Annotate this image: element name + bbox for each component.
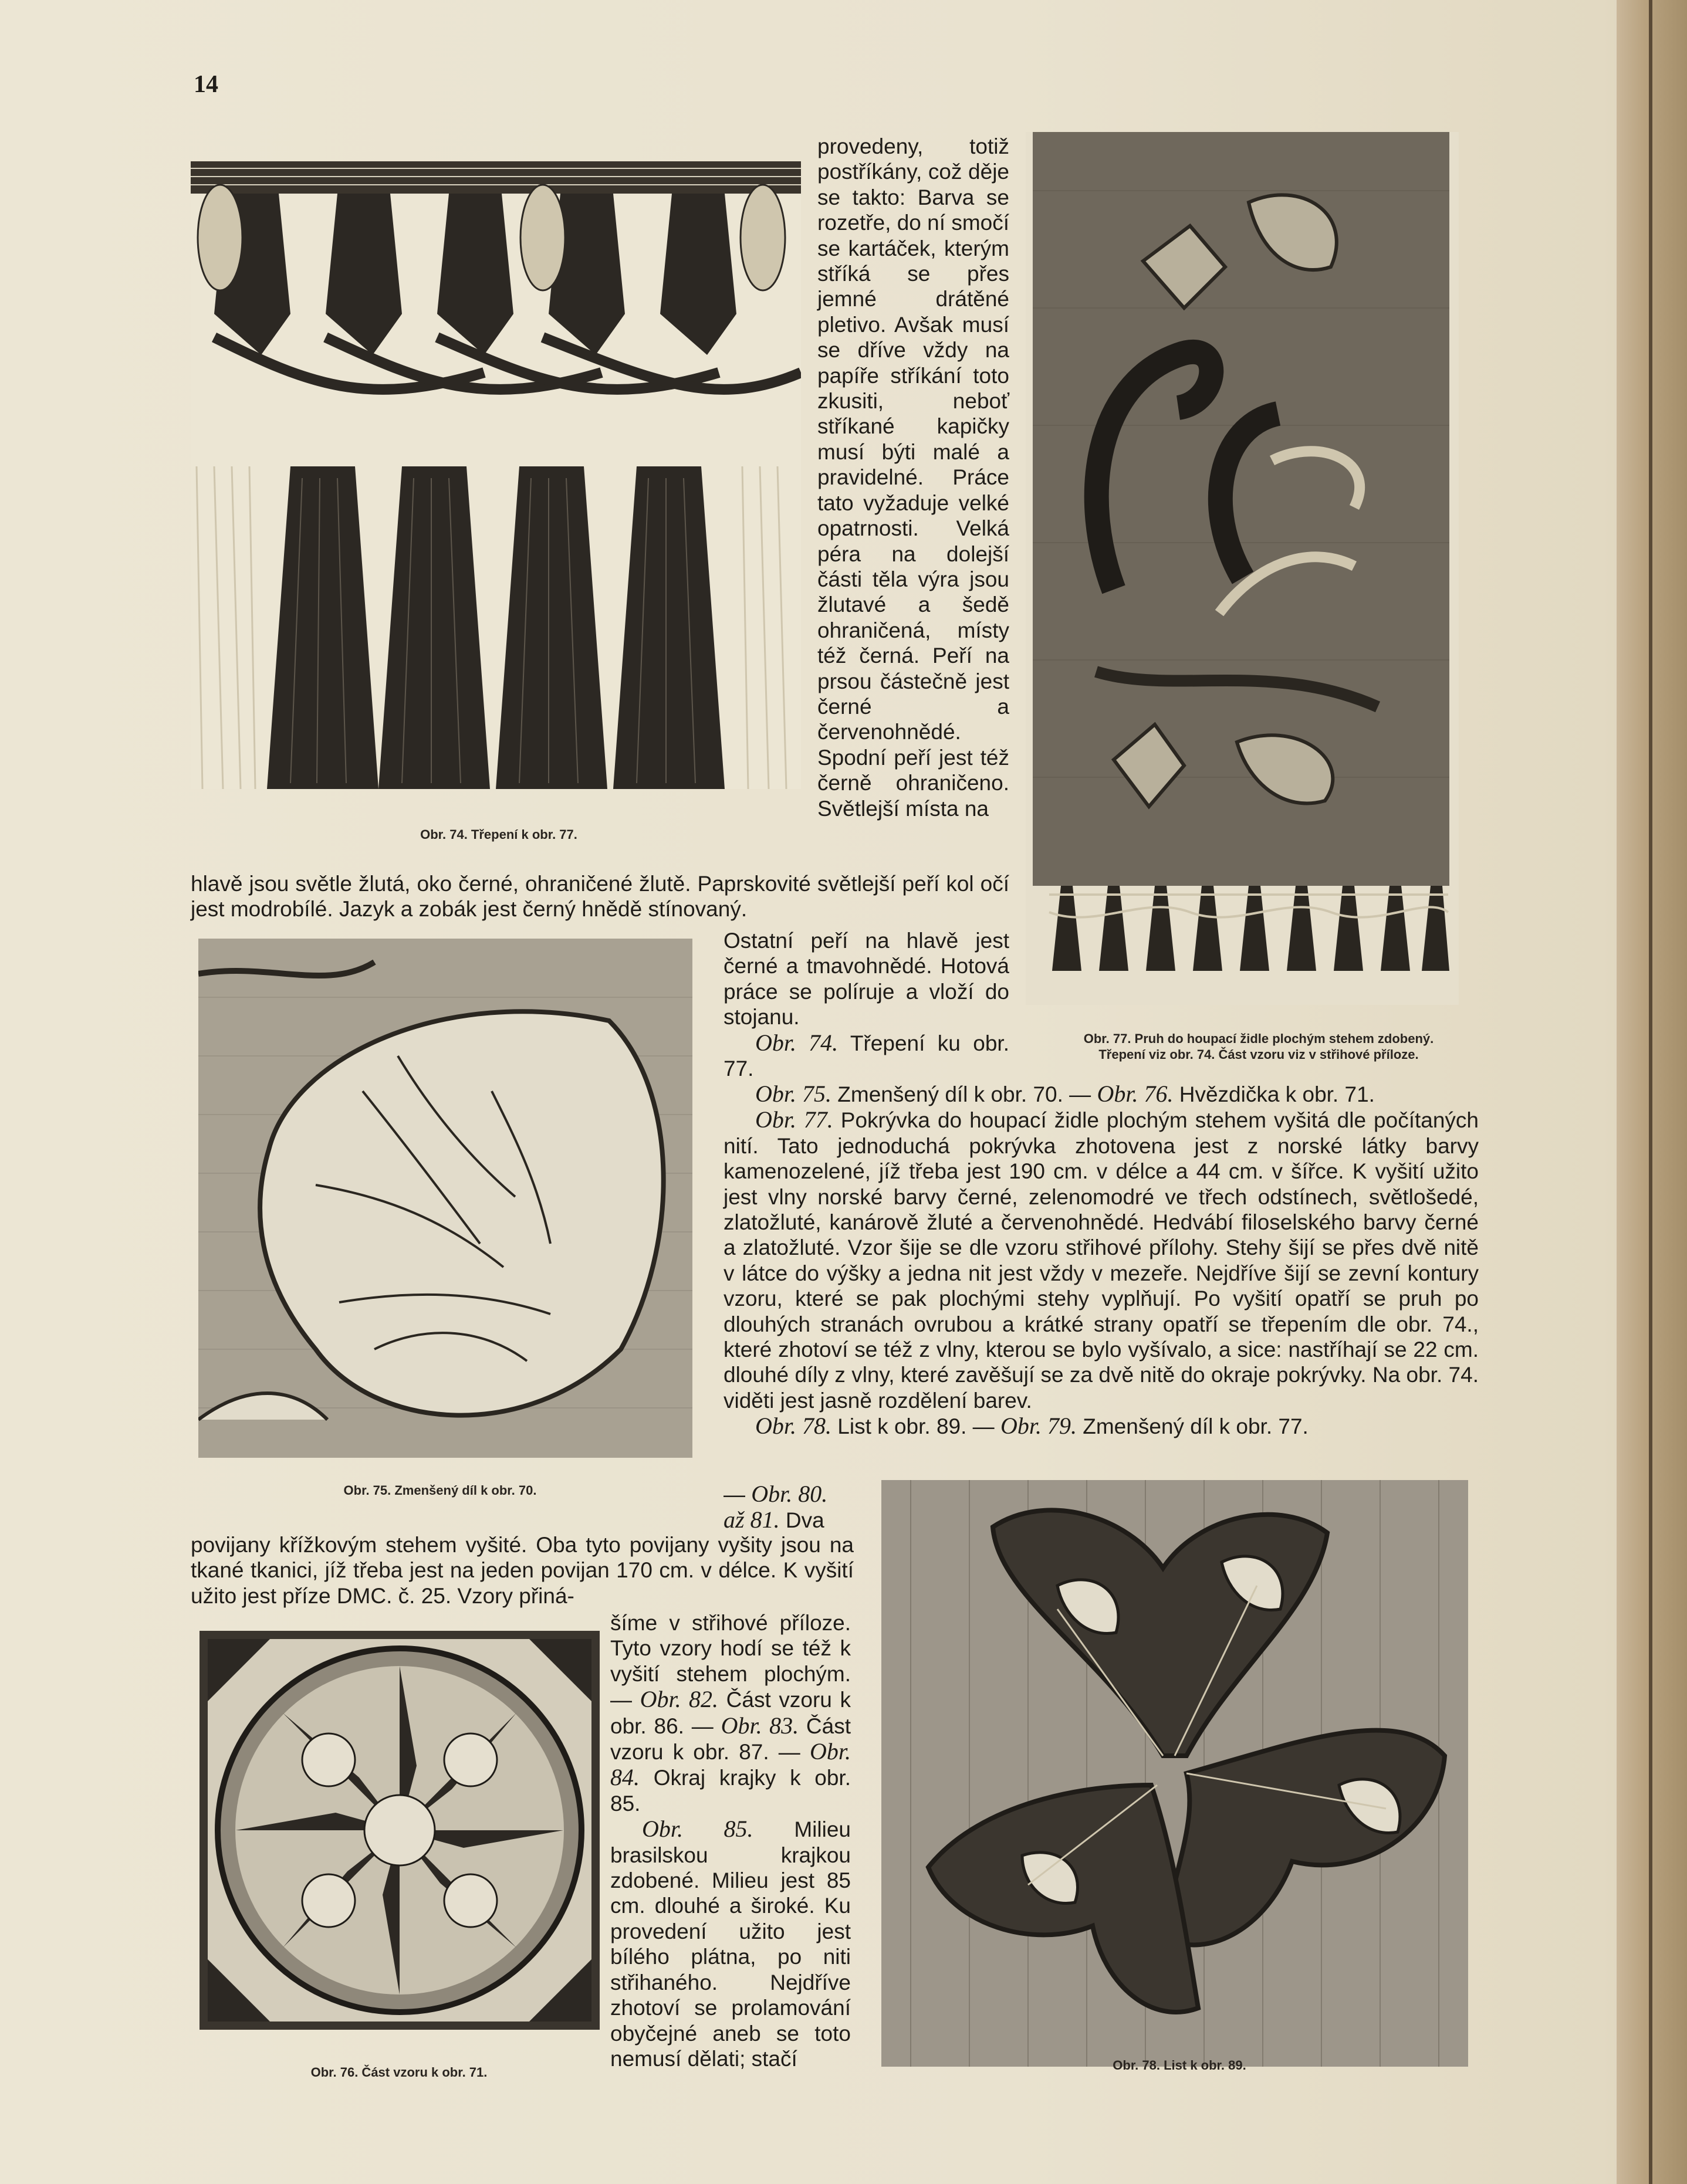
paragraph-11-text: Milieu brasilskou krajkou zdobené. Milieu jest 85 cm. dlouhé a široké. Ku provedení užito jest bílého plátna, po niti střihaného. Nejdříve zhotoví se prolamování obyčejné aneb se toto nemusí dělati; stačí <box>610 1817 851 2071</box>
caption-fig74: Obr. 74. Třepení k obr. 77. <box>420 827 577 842</box>
text-col-7 <box>610 1610 851 2071</box>
caption-fig77-line2: Třepení viz obr. 74. Část vzoru viz v střihové příloze. <box>1098 1047 1419 1062</box>
paragraph-4-text: Třepení ku obr. 77. <box>724 1031 1009 1081</box>
paragraph-11 <box>610 1816 851 2071</box>
strip-illustration <box>1026 132 1459 1005</box>
figure-78-leaf <box>881 1480 1468 2067</box>
paragraph-6-text: Pokrývka do houpací židle plochým stehem vyšitá dle počítaných nití. Tato jednoduchá pokrývka zhotovena jest z norské látky barvy kamenozelené, jíž třeba jest 190 cm. v délce a 44 cm. v šířce. K vyšití užito jest vlny norské barvy černé, zelenomodré ve třech odstínech, světlošedé, zlatožluté, kanárově žluté a červenohnědé. Hedvábí filoselského barvy černé a zlatožluté. Vzor šije se dle vzoru střihové přílohy. Stehy šijí se přes dvě nitě v látce do výšky a jedna nit jest vždy v mezeře. Nejdříve šijí se zevní kontury vzoru, které se pak plochými stehy vyplňují. Po vyšití opatří se pruh po dlouhých stranách ovrubou a krátké strany opatří se třepením dle obr. 74., které zhotoví se též z vlny, kterou se bylo vyšívalo, a sice: nastříhají se 22 cm. dlouhé díly z vlny, které zavěšují se za dvě nitě do okraje pokrývky. Na obr. 74. viděti jest jasně rozdělení barev. <box>724 1108 1479 1413</box>
text-col-6 <box>191 1532 854 1609</box>
paragraph-10-text-2: Část vzoru k obr. 86. — <box>610 1688 851 1738</box>
caption-fig78: Obr. 78. List k obr. 89. <box>1113 2058 1246 2073</box>
star-pattern-illustration <box>200 1631 600 2030</box>
paragraph-5-text-1: Zmenšený díl k obr. 70. — <box>831 1082 1097 1106</box>
ref-obr-84: Obr. 84. <box>610 1738 851 1791</box>
caption-fig76: Obr. 76. Část vzoru k obr. 71. <box>310 2065 488 2080</box>
ref-obr-74: Obr. 74. <box>755 1029 839 1056</box>
paragraph-6 <box>724 1107 1479 1413</box>
caption-fig77 <box>1033 1031 1485 1062</box>
text-col-3 <box>724 928 1009 1081</box>
ref-obr-83: Obr. 83. <box>721 1712 799 1739</box>
ref-obr-81: až 81. <box>724 1506 780 1533</box>
figure-77-strip <box>1026 132 1459 1005</box>
paragraph-9: povijany křížkovým stehem vyšité. Oba tyto povijany vyšity jsou na tkané tkanici, jíž třeba jest na jeden povijan 170 cm. v délce. K vyšití užito jest příze DMC. č. 25. Vzory přiná- <box>191 1533 854 1608</box>
paragraph-7-text-2: Zmenšený díl k obr. 77. <box>1076 1414 1309 1439</box>
paragraph-5 <box>724 1081 1479 1107</box>
ref-obr-85: Obr. 85. <box>642 1816 753 1843</box>
figure-76-star-pattern <box>200 1631 600 2030</box>
paragraph-2: hlavě jsou světle žlutá, oko černé, ohraničené žlutě. Paprskovité světlejší peří kol očí jest modrobílé. Jazyk a zobák jest černý hnědě stínovaný. <box>191 872 1009 922</box>
leaf-illustration <box>881 1480 1468 2067</box>
paragraph-7 <box>724 1413 1479 1439</box>
paragraph-10-text-1: šíme v střihové příloze. Tyto vzory hodí se též k vyšití stehem plochým. — <box>610 1611 851 1712</box>
paragraph-8-text: Dva <box>779 1508 824 1533</box>
paragraph-10-text-4: Okraj krajky k obr. 85. <box>610 1766 851 1816</box>
ref-obr-77: Obr. 77. <box>755 1106 833 1133</box>
ref-obr-76: Obr. 76. <box>1097 1081 1174 1107</box>
ref-obr-75: Obr. 75. <box>755 1081 832 1107</box>
paragraph-10 <box>610 1610 851 1816</box>
text-col-5 <box>724 1481 847 1533</box>
caption-fig77-line1: Obr. 77. Pruh do houpací židle plochým stehem zdobený. <box>1083 1031 1434 1046</box>
ref-obr-79: Obr. 79. <box>1000 1413 1077 1440</box>
paragraph-1: provedeny, totiž postříkány, což děje se takto: Barva se rozetře, do ní smočí se kartáček, kterým stříká se přes jemné drátěné pletivo. Avšak musí se dříve vždy na papíře stříkání toto zkusiti, neboť stříkané kapičky musí býti malé a pravidelné. Práce tato vyžaduje velké opatrnosti. Velká péra na dolejší části těla výra jsou žlutavé a šedě ohraničená, místy též černá. Peří na prsou částečně jest černé a červenohnědé. Spodní peří jest též černě ohraničeno. Světlejší místa na <box>817 134 1009 821</box>
figure-74-fringe <box>191 161 801 789</box>
paragraph-5-text-2: Hvězdička k obr. 71. <box>1173 1082 1375 1106</box>
embroidery-illustration <box>198 939 692 1458</box>
ref-obr-80: Obr. 80. <box>751 1481 828 1507</box>
caption-fig75: Obr. 75. Zmenšený díl k obr. 70. <box>343 1483 537 1498</box>
paragraph-10-text-3: Část vzoru k obr. 87. — <box>610 1714 851 1765</box>
dash: — <box>724 1482 752 1506</box>
page-edge-line <box>1649 0 1652 2184</box>
figure-75-embroidery <box>198 939 692 1458</box>
paragraph-7-text-1: List k obr. 89. — <box>831 1414 1000 1439</box>
paragraph-3: Ostatní peří na hlavě jest černé a tmavohnědé. Hotová práce se políruje a vloží do stojanu. <box>724 929 1009 1030</box>
text-col-1 <box>817 134 1009 821</box>
fringe-illustration <box>191 161 801 789</box>
text-col-2 <box>191 871 1009 922</box>
ref-obr-82: Obr. 82. <box>640 1686 719 1713</box>
ref-obr-78: Obr. 78. <box>755 1413 832 1440</box>
paragraph-8-line2 <box>724 1507 847 1533</box>
paragraph-4 <box>724 1030 1009 1082</box>
paragraph-8-line1 <box>724 1481 847 1507</box>
page-number: 14 <box>194 71 218 98</box>
text-col-4 <box>724 1081 1479 1440</box>
